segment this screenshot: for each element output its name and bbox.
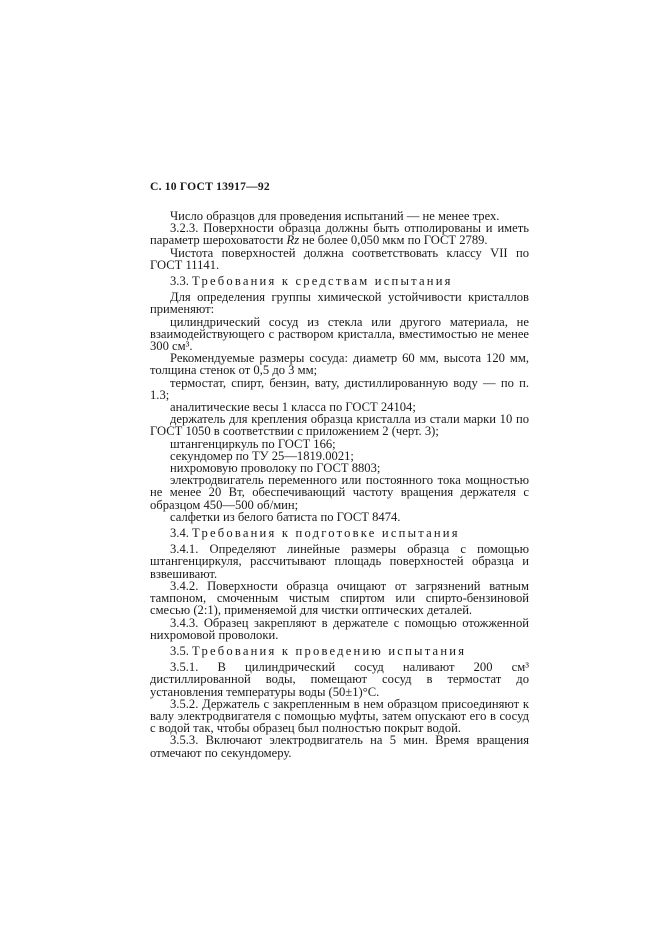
paragraph-p20: 3.5.3. Включают электродвигатель на 5 мин. Время вращения отмечают по секундомеру. <box>150 733 529 760</box>
section-number: 3.5. <box>170 643 193 658</box>
paragraph-p6: Рекомендуемые размеры сосуда: диаметр 60 мм, высота 120 мм, толщина стенок от 0,5 до 3 мм; <box>150 351 529 378</box>
paragraph-p10: штангенциркуль по ГОСТ 166; <box>170 436 336 451</box>
paragraph-p15: 3.4.1. Определяют линейные размеры образца с помощью штангенциркуля, рассчитывают площадь поверхностей образца и взвешивают. <box>150 542 529 581</box>
paragraph-p3: Чистота поверхностей должна соответствовать классу VII по ГОСТ 11141. <box>150 245 529 272</box>
paragraph-p19: 3.5.2. Держатель с закрепленным в нем образцом присоединяют к валу электродвигателя с помощью муфты, затем опускают его в сосуд с водой так, чтобы образец был полностью покрыт водой. <box>150 696 529 736</box>
section-title: Требования к средствам испытания <box>192 274 453 289</box>
section-number: 3.3. <box>170 274 193 289</box>
section-title: Требования к подготовке испытания <box>192 526 460 541</box>
section-heading-s34 <box>150 527 529 539</box>
paragraph-p5: цилиндрический сосуд из стекла или другого материала, не взаимодействующего с раствором кристалла, вместимостью не менее 300 см³. <box>150 314 529 354</box>
paragraph-p4: Для определения группы химической устойчивости кристаллов применяют: <box>150 290 529 317</box>
paragraph-p9: держатель для крепления образца кристалла из стали марки 10 по ГОСТ 1050 в соответствии с приложением 2 (черт. 3); <box>150 412 529 439</box>
section-heading-s35 <box>150 645 529 657</box>
paragraph-p7: термостат, спирт, бензин, вату, дистиллированную воду — по п. 1.3; <box>150 375 529 402</box>
paragraph-p17: 3.4.3. Образец закрепляют в держателе с помощью отожженной нихромовой проволоки. <box>150 615 529 642</box>
page-header: С. 10 ГОСТ 13917—92 <box>150 180 270 193</box>
paragraph-p8: аналитические весы 1 класса по ГОСТ 24104; <box>170 400 416 415</box>
paragraph-p13: электродвигатель переменного или постоянного тока мощностью не менее 20 Вт, обеспечивающий частоту вращения держателя с образцом 450—500 об/мин; <box>150 473 529 512</box>
section-number: 3.4. <box>170 526 193 541</box>
paragraph-p2: 3.2.3. Поверхности образца должны быть отполированы и иметь параметр шероховатости Rz не более 0,050 мкм по ГОСТ 2789. <box>150 221 529 248</box>
section-title: Требования к проведению испытания <box>192 643 467 658</box>
section-heading-s33 <box>150 275 529 287</box>
paragraph-p1: Число образцов для проведения испытаний — не менее трех. <box>170 209 500 223</box>
paragraph-p14: салфетки из белого батиста по ГОСТ 8474. <box>170 509 401 524</box>
paragraph-p18: 3.5.1. В цилиндрический сосуд наливают 200 см³ дистиллированной воды, помещают сосуд в термостат до установления температуры воды (50±1)°С. <box>150 660 529 699</box>
paragraph-p12: нихромовую проволоку по ГОСТ 8803; <box>170 461 381 476</box>
roughness-symbol: Rz <box>286 233 300 248</box>
paragraph-p11: секундомер по ТУ 25—1819.0021; <box>170 448 354 463</box>
paragraph-p16: 3.4.2. Поверхности образца очищают от загрязнений ватным тампоном, смоченным чистым спиртом или спирто-бензиновой смесью (2:1), применяемой для чистки оптических деталей. <box>150 578 529 618</box>
document-body <box>150 210 529 759</box>
